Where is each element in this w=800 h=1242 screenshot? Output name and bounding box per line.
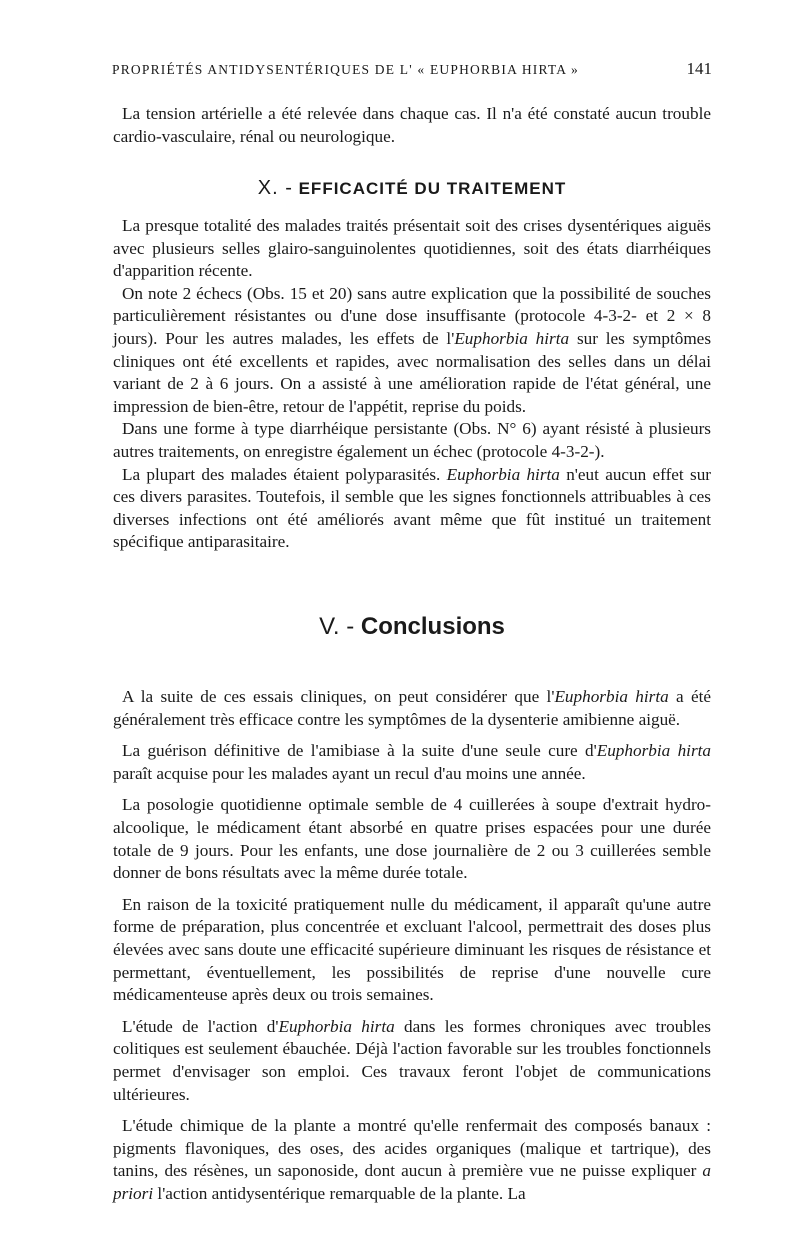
paragraph-formes-chroniques: L'étude de l'action d'Euphorbia hirta dans les formes chroniques avec troubles colitiques est seulement ébauchée. Déjà l'action favorable sur les troubles fonctionnels permet d'envisager son emploi. Ces travaux feront l'objet de communications ultérieures. xyxy=(113,1016,711,1104)
paragraph-tension: La tension artérielle a été relevée dans chaque cas. Il n'a été constaté aucun trouble cardio-vasculaire, rénal ou neurologique. xyxy=(113,104,711,146)
section-v-number: V. - xyxy=(319,613,355,640)
section-v-title: Conclusions xyxy=(360,613,505,640)
paragraph-guerison: La guérison définitive de l'amibiase à la suite d'une seule cure d'Euphorbia hirta paraît acquise pour les malades ayant un recul d'au moins une année. xyxy=(113,741,711,783)
paragraph-toxicite: En raison de la toxicité pratiquement nulle du médicament, il apparaît qu'une autre forme de préparation, plus concentrée et excluant l'alcool, permettrait des doses plus élevées avec sans doute une efficacité supérieure diminuant les risques de résistance et permettant, éventuellement, les possibilités de reprise d'une nouvelle cure médicamenteuse après deux ou trois semaines. xyxy=(113,894,711,1005)
paragraph-posologie: La posologie quotidienne optimale semble de 4 cuillerées à soupe d'extrait hydro-alcoolique, le médicament étant absorbé en quatre prises espacées pour une durée totale de 9 jours. Pour les enfants, une dose journalière de 2 ou 3 cuillerées semble donner de bons résultats avec la même durée totale. xyxy=(113,795,711,883)
paragraph-echecs: On note 2 échecs (Obs. 15 et 20) sans autre explication que la possibilité de souches particulièrement résistantes ou d'une dose insuffisante (protocole 4-3-2- et 2 × 8 jours). Pour les autres malades, les effets de l'Euphorbia hirta sur les symptômes cliniques ont été excellents et rapides, avec normalisation des selles dans un délai variant de 2 à 6 jours. On a assisté à une amélioration rapide de l'état général, une impression de bien-être, retour de l'appétit, reprise du poids. xyxy=(113,283,712,416)
section-x-number: X. - xyxy=(257,177,293,199)
running-title: PROPRIÉTÉS ANTIDYSENTÉRIQUES DE L' « EUPHORBIA HIRTA » xyxy=(112,62,579,77)
section-x-body xyxy=(113,215,711,554)
paragraph-diarrheique: Dans une forme à type diarrhéique persistante (Obs. N° 6) ayant résisté à plusieurs autres traitements, on enregistre également un échec (protocole 4-3-2-). xyxy=(113,419,711,461)
paragraph-polyparasites: La plupart des malades étaient polyparasités. Euphorbia hirta n'eut aucun effet sur ces divers parasites. Toutefois, il semble que les signes fonctionnels attribuables à ces diverses infections ont été améliorés avant même que fût institué un traitement spécifique antiparasitaire. xyxy=(113,464,712,552)
paragraph-etude-chimique: L'étude chimique de la plante a montré qu'elle renfermait des composés banaux : pigments flavoniques, des oses, des acides organiques (malique et tartrique), des tanins, des résènes, un saponoside, dont aucun à première vue ne puisse expliquer a priori l'action antidysentérique remarquable de la plante. La xyxy=(113,1116,711,1203)
running-header xyxy=(112,59,712,78)
section-x-heading xyxy=(113,177,711,200)
section-v-body xyxy=(113,686,711,1205)
paragraph-essais: A la suite de ces essais cliniques, on peut considérer que l'Euphorbia hirta a été généralement très efficace contre les symptômes de la dysenterie amibienne aiguë. xyxy=(113,687,711,729)
paragraph-malades: La presque totalité des malades traités présentait soit des crises dysentériques aiguës avec plusieurs selles glairo-sanguinolentes quotidiennes, soit des états diarrhéiques d'apparition récente. xyxy=(113,216,711,281)
section-x-title: EFFICACITÉ DU TRAITEMENT xyxy=(298,179,567,198)
section-v-heading xyxy=(113,613,711,641)
intro-paragraph-block xyxy=(113,103,711,148)
page-number: 141 xyxy=(686,59,712,78)
